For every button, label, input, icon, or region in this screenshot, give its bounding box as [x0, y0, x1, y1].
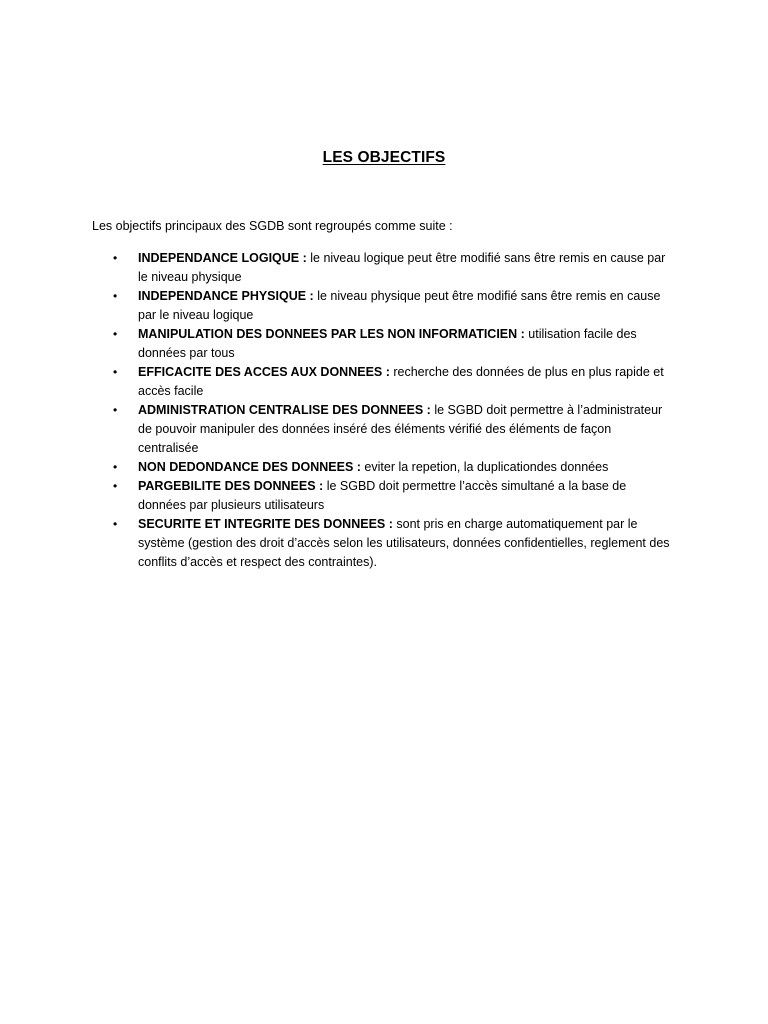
item-title: INDEPENDANCE LOGIQUE : — [138, 251, 307, 265]
bullet-icon: • — [113, 517, 118, 531]
item-title: INDEPENDANCE PHYSIQUE : — [138, 289, 314, 303]
bullet-icon: • — [113, 460, 118, 474]
bullet-icon: • — [113, 479, 118, 493]
item-text: utilisation facile des données par tous — [138, 327, 637, 360]
bullet-icon: • — [113, 251, 118, 265]
item-title: ADMINISTRATION CENTRALISE DES DONNEES : — [138, 403, 431, 417]
list-item — [113, 458, 674, 477]
item-text: le niveau logique peut être modifié sans être remis en cause par le niveau physique — [138, 251, 666, 284]
bullet-icon: • — [113, 289, 118, 303]
item-text: sont pris en charge automatiquement par le système (gestion des droit d’accès selon les utilisateurs, données confidentielles, reglement des conflits d’accès et respect des contraintes). — [138, 517, 670, 569]
bullet-icon: • — [113, 327, 118, 341]
item-title: SECURITE ET INTEGRITE DES DONNEES : — [138, 517, 393, 531]
bullet-icon: • — [113, 365, 118, 379]
list-item — [113, 477, 674, 515]
item-title: EFFICACITE DES ACCES AUX DONNEES : — [138, 365, 390, 379]
objectives-list — [113, 249, 674, 572]
item-text: recherche des données de plus en plus rapide et accès facile — [138, 365, 664, 398]
list-item — [113, 325, 674, 363]
list-item — [113, 401, 674, 458]
list-item — [113, 515, 674, 572]
item-text: eviter la repetion, la duplicationdes données — [360, 460, 609, 474]
item-title: MANIPULATION DES DONNEES PAR LES NON INFORMATICIEN : — [138, 327, 525, 341]
item-text: le niveau physique peut être modifié sans être remis en cause par le niveau logique — [138, 289, 661, 322]
item-title: NON DEDONDANCE DES DONNEES : — [138, 460, 361, 474]
intro-paragraph: Les objectifs principaux des SGDB sont regroupés comme suite : — [92, 219, 453, 233]
bullet-icon: • — [113, 403, 118, 417]
item-title: PARGEBILITE DES DONNEES : — [138, 479, 324, 493]
list-item — [113, 363, 674, 401]
item-text: le SGBD doit permettre l’accès simultané a la base de données par plusieurs utilisateurs — [138, 479, 627, 512]
page-title: LES OBJECTIFS — [322, 149, 446, 166]
list-item — [113, 249, 674, 287]
list-item — [113, 287, 674, 325]
item-text: le SGBD doit permettre à l’administrateur de pouvoir manipuler des données inséré des éléments vérifié des éléments de façon centralisée — [138, 403, 663, 455]
